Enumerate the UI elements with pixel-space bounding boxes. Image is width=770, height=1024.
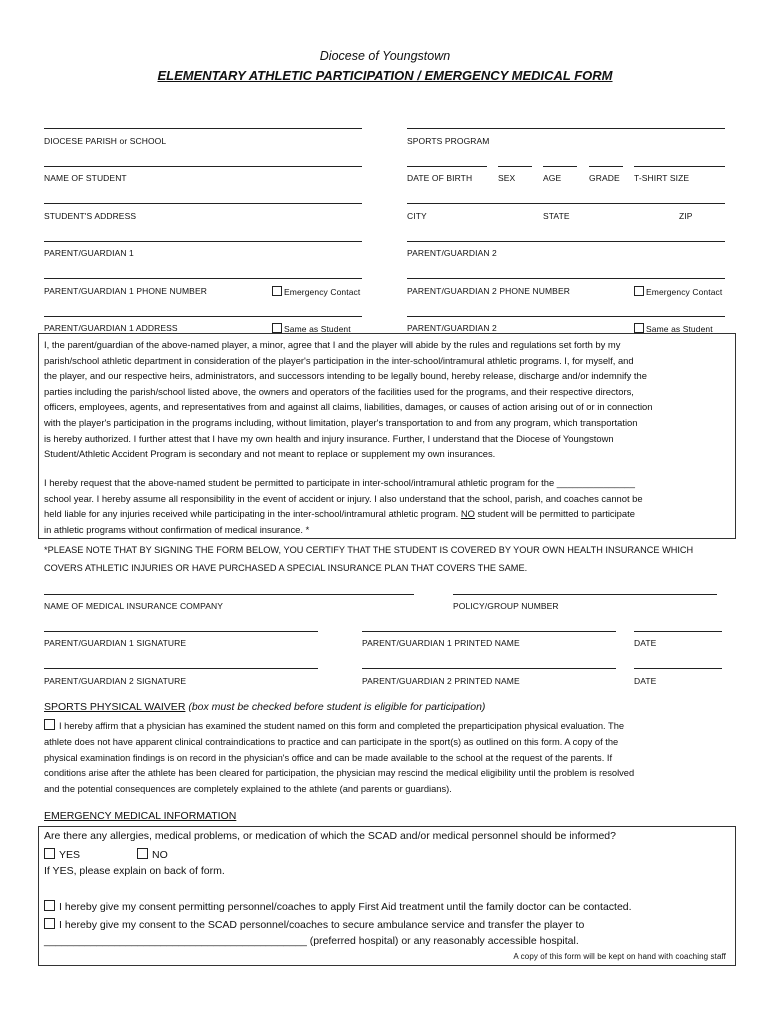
preferred-hospital[interactable]: _____________________________________________ (preferred hospital) or any reasonably accessible hospital.	[44, 935, 579, 947]
insurance-company-label: NAME OF MEDICAL INSURANCE COMPANY	[44, 601, 223, 611]
p1-printed-label: PARENT/GUARDIAN 1 PRINTED NAME	[362, 638, 520, 648]
yes-option[interactable]: YES	[44, 848, 80, 861]
agreement-line: officers, employees, agents, and representatives from and against all claims, liabilities, damages, or causes of action arising out of or in connection	[44, 401, 653, 413]
emergency-contact-text: Emergency Contact	[284, 287, 361, 297]
no-checkbox[interactable]	[137, 848, 148, 859]
p2-signature-label: PARENT/GUARDIAN 2 SIGNATURE	[44, 676, 187, 686]
p1-signature-line[interactable]	[44, 631, 318, 632]
agreement-line: Student/Athletic Accident Program is secondary and not meant to replace or supplement my own insurances.	[44, 448, 496, 460]
parent1-phone-label: PARENT/GUARDIAN 1 PHONE NUMBER	[44, 286, 207, 296]
dob-label: DATE OF BIRTH	[407, 173, 473, 183]
sex-line[interactable]	[498, 166, 532, 167]
parent1-phone-line[interactable]	[44, 278, 362, 279]
student-name-line[interactable]	[44, 166, 362, 167]
no-option[interactable]: NO	[137, 848, 168, 861]
emergency-heading	[44, 810, 236, 822]
first-aid-checkbox[interactable]	[44, 900, 55, 911]
city-state-zip-line[interactable]	[407, 203, 725, 204]
p2-printed-label: PARENT/GUARDIAN 2 PRINTED NAME	[362, 676, 520, 686]
diocese-subtitle: Diocese of Youngstown	[319, 49, 451, 63]
p2-printed-line[interactable]	[362, 668, 616, 669]
state-label: STATE	[543, 211, 570, 221]
waiver-line: conditions arise after the athlete has been cleared for participation, the physician may rescind the medical eligibility until the problem is resolved	[44, 768, 635, 779]
waiver-line: physical examination findings is on record in the physician's office and can be made available to the school at the request of the parents. If	[44, 752, 613, 763]
parent2-label: PARENT/GUARDIAN 2	[407, 248, 497, 258]
address-label: STUDENT'S ADDRESS	[44, 211, 137, 221]
same-as-student-text: Same as Student	[646, 324, 713, 334]
waiver-subtitle: (box must be checked before student is eligible for participation)	[185, 701, 486, 713]
parent1-label: PARENT/GUARDIAN 1	[44, 248, 134, 258]
sports-program-label: SPORTS PROGRAM	[407, 136, 490, 146]
agreement-paragraph-1	[44, 337, 652, 462]
parent1-address-line[interactable]	[44, 316, 362, 317]
ambulance-consent[interactable]: I hereby give my consent to the SCAD personnel/coaches to secure ambulance service and transfer the player to	[44, 918, 584, 931]
parent1-address-label: PARENT/GUARDIAN 1 ADDRESS	[44, 323, 178, 333]
insurance-company-line[interactable]	[44, 594, 414, 595]
agreement-line: parties including the parish/school listed above, the owners and operators of the facilities used for the programs, and their respective directors,	[44, 385, 634, 397]
sex-label: SEX	[498, 173, 516, 183]
dob-line[interactable]	[407, 166, 487, 167]
waiver-text	[44, 719, 634, 798]
footer-note: A copy of this form will be kept on hand with coaching staff	[513, 952, 726, 961]
parent2-emergency-checkbox[interactable]	[634, 286, 722, 297]
address-line[interactable]	[44, 203, 362, 204]
ambulance-checkbox[interactable]	[44, 918, 55, 929]
p1-signature-label: PARENT/GUARDIAN 1 SIGNATURE	[44, 638, 187, 648]
policy-number-line[interactable]	[453, 594, 717, 595]
waiver-checkbox[interactable]	[44, 719, 55, 730]
same-as-student-text: Same as Student	[284, 324, 351, 334]
insurance-note-line: *PLEASE NOTE THAT BY SIGNING THE FORM BELOW, YOU CERTIFY THAT THE STUDENT IS COVERED BY YOUR OWN HEALTH INSURANCE WHICH	[44, 545, 694, 555]
city-label: CITY	[407, 211, 427, 221]
p2-date-line[interactable]	[634, 668, 722, 669]
waiver-line: and the potential consequences are completely explained to the athlete (and parents or guardians).	[44, 784, 452, 795]
explain-note: If YES, please explain on back of form.	[44, 865, 225, 877]
agreement-paragraph-2	[44, 475, 643, 537]
checkbox-icon[interactable]	[272, 286, 282, 296]
emergency-contact-text: Emergency Contact	[646, 287, 723, 297]
agreement-line: I, the parent/guardian of the above-named player, a minor, agree that I and the player will abide by the rules and regulations set forth by my	[44, 339, 621, 350]
agreement-line: parish/school athletic department in consideration of the player's participation in the inter-school/intramural athletic programs. I, for myself, and	[44, 354, 634, 366]
agreement-line: I hereby request that the above-named student be permitted to participate in inter-school/intramural athletic program for the _______________	[44, 477, 635, 488]
parent2-address-label: PARENT/GUARDIAN 2	[407, 323, 497, 333]
tshirt-line[interactable]	[634, 166, 725, 167]
waiver-heading	[44, 701, 485, 713]
grade-label: GRADE	[589, 173, 620, 183]
waiver-line: I hereby affirm that a physician has examined the student named on this form and completed the preparticipation physical evaluation. The	[44, 719, 634, 735]
parent2-address-line[interactable]	[407, 316, 725, 317]
parish-school-line[interactable]	[44, 128, 362, 129]
parent1-emergency-checkbox[interactable]	[272, 286, 360, 297]
parent1-line[interactable]	[44, 241, 362, 242]
zip-label: ZIP	[679, 211, 693, 221]
form-title: ELEMENTARY ATHLETIC PARTICIPATION / EMERGENCY MEDICAL FORM	[157, 68, 613, 83]
p1-date-label: DATE	[634, 638, 657, 648]
yes-checkbox[interactable]	[44, 848, 55, 859]
p2-signature-line[interactable]	[44, 668, 318, 669]
emergency-question: Are there any allergies, medical problems, or medication of which the SCAD and/or medical personnel should be informed?	[44, 830, 616, 842]
tshirt-label: T-SHIRT SIZE	[634, 173, 690, 183]
agreement-line: in athletic programs without confirmation of medical insurance. *	[44, 523, 310, 535]
p1-printed-line[interactable]	[362, 631, 616, 632]
age-line[interactable]	[543, 166, 577, 167]
checkbox-icon[interactable]	[272, 323, 282, 333]
insurance-note	[44, 541, 693, 577]
agreement-line: the player, and our respective heirs, administrators, and successors intending to be legally bound, hereby release, discharge and/or indemnify the	[44, 370, 647, 382]
no-emphasis: NO	[460, 508, 475, 520]
agreement-line: is hereby authorized. I further attest that I have my own health and injury insurance. Further, I understand that the Diocese of Youngstown	[44, 432, 614, 444]
agreement-line: with the player's participation in the programs including, without limitation, player's transportation to and from any program, which transportation	[44, 416, 638, 428]
insurance-note-line: COVERS ATHLETIC INJURIES OR HAVE PURCHASED A SPECIAL INSURANCE PLAN THAT COVERS THE SAME.	[44, 563, 528, 573]
agreement-line: held liable for any injuries received while participating in the inter-school/intramural athletic program. NO student will be permitted to participate	[44, 508, 635, 520]
policy-number-label: POLICY/GROUP NUMBER	[453, 601, 559, 611]
parent2-phone-line[interactable]	[407, 278, 725, 279]
age-label: AGE	[543, 173, 562, 183]
waiver-line: athlete does not have apparent clinical contraindications to practice and can participate in the sport(s) as outlined on this form. A copy of the	[44, 736, 619, 747]
grade-line[interactable]	[589, 166, 623, 167]
p1-date-line[interactable]	[634, 631, 722, 632]
checkbox-icon[interactable]	[634, 323, 644, 333]
waiver-title: SPORTS PHYSICAL WAIVER	[44, 701, 186, 713]
sports-program-line[interactable]	[407, 128, 725, 129]
checkbox-icon[interactable]	[634, 286, 644, 296]
agreement-line: school year. I hereby assume all responsibility in the event of accident or injury. I also understand that the school, parish, and coaches cannot be	[44, 492, 643, 504]
first-aid-consent[interactable]: I hereby give my consent permitting personnel/coaches to apply First Aid treatment until the family doctor can be contacted.	[44, 900, 632, 913]
student-name-label: NAME OF STUDENT	[44, 173, 127, 183]
parish-school-label: DIOCESE PARISH or SCHOOL	[44, 136, 167, 146]
parent2-phone-label: PARENT/GUARDIAN 2 PHONE NUMBER	[407, 286, 570, 296]
p2-date-label: DATE	[634, 676, 657, 686]
emergency-title: EMERGENCY MEDICAL INFORMATION	[44, 810, 237, 822]
parent2-line[interactable]	[407, 241, 725, 242]
